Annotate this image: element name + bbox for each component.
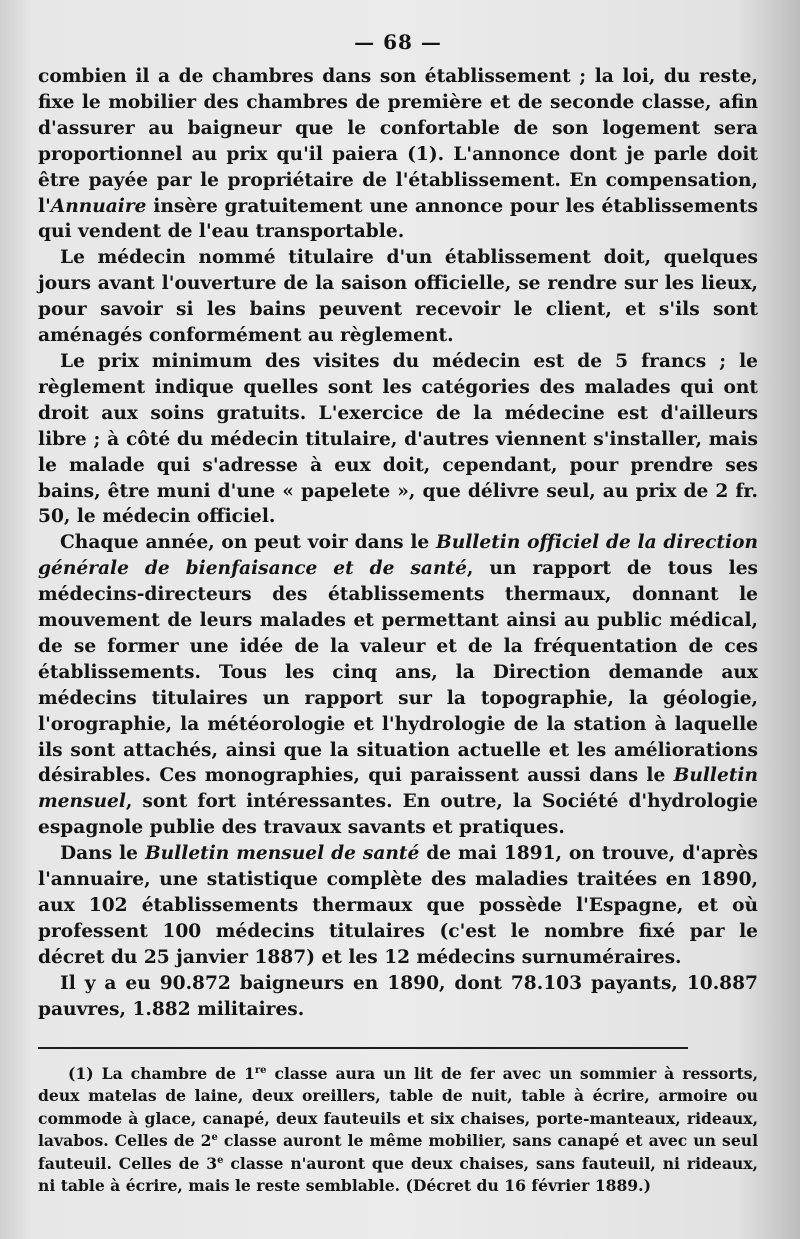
superscript: e bbox=[211, 1131, 218, 1143]
text-run: classe auront le même mobilier, sans canapé et avec un seul fauteuil. Celles de 3 bbox=[38, 1131, 759, 1173]
text-run: Le prix minimum des visites du médecin est de 5 francs ; le règlement indique quelles sont les catégories des malades qui ont droit aux soins gratuits. L'exercice de la médecine est d'ailleurs libre ; à côté du médecin titulaire, d'autres viennent s'installer, mais le malade qui s'adresse à eux doit, cependant, pour prendre ses bains, être muni d'une « papelete », que délivre seul, au prix de 2 fr. 50, le médecin officiel. bbox=[38, 350, 758, 528]
paragraph bbox=[38, 530, 758, 841]
footnote-text bbox=[38, 1063, 758, 1198]
text-run: Chaque année, on peut voir dans le bbox=[60, 532, 436, 554]
text-run: Dans le bbox=[60, 843, 145, 865]
italic-title: Bulletin mensuel de santé bbox=[144, 843, 420, 865]
paragraph bbox=[38, 245, 758, 349]
superscript: re bbox=[254, 1064, 267, 1076]
text-run: , sont fort intéressantes. En outre, la Société d'hydrologie espagnole publie des travaux savants et pratiques. bbox=[38, 791, 758, 839]
italic-title: Bulletin officiel de la direction générale de bienfaisance et de santé bbox=[38, 532, 758, 580]
text-run: Le médecin nommé titulaire d'un établissement doit, quelques jours avant l'ouverture de la saison officielle, se rendre sur les lieux, pour savoir si les bains peuvent recevoir le client, et s'ils sont aménagés conformément au règlement. bbox=[38, 247, 758, 347]
italic-title: Bulletin mensuel bbox=[38, 765, 758, 813]
text-run: de mai 1891, on trouve, d'après l'annuaire, une statistique complète des maladies traitées en 1890, aux 102 établissements thermaux que possède l'Espagne, et où professent 100 médecins titulaires (c'est le nombre fixé par le décret du 25 janvier 1887) et les 12 médecins surnuméraires. bbox=[38, 843, 759, 968]
text-run: insère gratuitement une annonce pour les établissements qui vendent de l'eau transportable. bbox=[38, 195, 758, 243]
text-run: Il y a eu 90.872 baigneurs en 1890, dont 78.103 payants, 10.887 pauvres, 1.882 militaires. bbox=[38, 972, 758, 1020]
text-run: (1) La chambre de 1 bbox=[68, 1063, 255, 1083]
italic-title: Annuaire bbox=[50, 195, 147, 217]
paragraph bbox=[38, 841, 758, 971]
text-run: classe n'auront que deux chaises, sans fauteuil, ni rideaux, ni table à écrire, mais le reste semblable. (Décret du 16 février 1889.) bbox=[38, 1153, 758, 1196]
paragraph bbox=[38, 971, 758, 1023]
text-run: combien il a de chambres dans son établissement ; la loi, du reste, fixe le mobilier des chambres de première et de seconde classe, afin d'assurer au baigneur que le confortable de son logement sera proportionnel au prix qu'il paiera (1). L'annonce dont je parle doit être payée par le propriétaire de l'établissement. En compensation, l' bbox=[38, 66, 758, 217]
footnote bbox=[38, 1063, 758, 1198]
paragraph bbox=[38, 64, 758, 245]
main-text bbox=[38, 64, 758, 1023]
paragraph bbox=[38, 349, 758, 530]
superscript: e bbox=[217, 1154, 224, 1166]
text-run: classe aura un lit de fer avec un sommier à ressorts, deux matelas de laine, deux oreillers, table de nuit, table à écrire, armoire ou commode à glace, canapé, deux fauteuils et six chaises, porte-manteaux, rideaux, lavabos. Celles de 2 bbox=[38, 1063, 758, 1151]
footnote-separator bbox=[38, 1047, 688, 1049]
text-run: , un rapport de tous les médecins-directeurs des établissements thermaux, donnant le mouvement de leurs malades et permettant ainsi au public médical, de se former une idée de la valeur et de la fréquentation de ces établissements. Tous les cinq ans, la Direction demande aux médecins titulaires un rapport sur la topographie, la géologie, l'orographie, la météorologie et l'hydrologie de la station à laquelle ils sont attachés, ainsi que la situation actuelle et les améliorations désirables. Ces monographies, qui paraissent aussi dans le bbox=[38, 558, 758, 787]
page-number: — 68 — bbox=[354, 30, 442, 54]
